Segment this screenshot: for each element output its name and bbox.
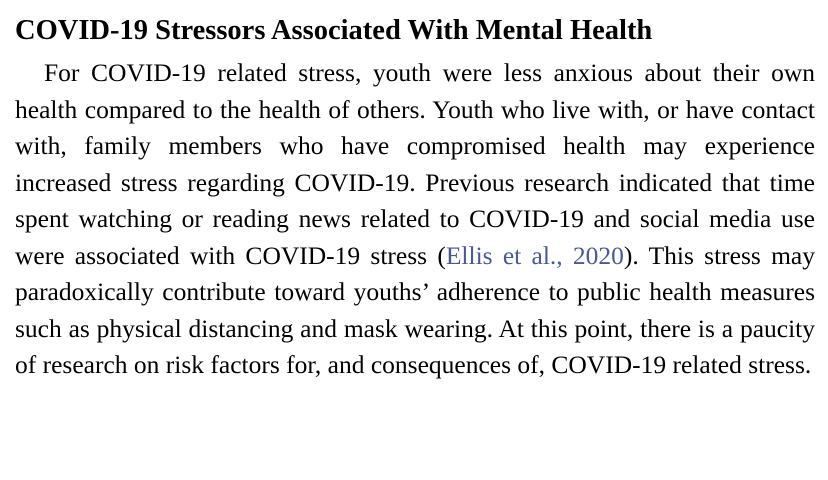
document-page [15, 14, 815, 384]
paragraph-text-end: ). This stress may paradoxically contribute toward youths’ adherence to public health measures such as physical distancing and mask wearing. At this point, there is a paucity of research on risk factors for, and consequences of, COVID-19 related stress. [15, 240, 815, 379]
paragraph-text-start: For COVID-19 related stress, youth were less anxious about their own health compared to the health of others. Youth who live with, or have contact with, family members who have compromised health may experience increased stress regarding COVID-19. Previous research indicated that time spent watching or reading news related to COVID-19 and social media use were associated with COVID-19 stress ( [15, 58, 815, 270]
section-heading: COVID-19 Stressors Associated With Mental Health [15, 15, 653, 46]
body-paragraph [15, 55, 815, 384]
citation-link[interactable]: Ellis et al., 2020 [445, 240, 624, 270]
